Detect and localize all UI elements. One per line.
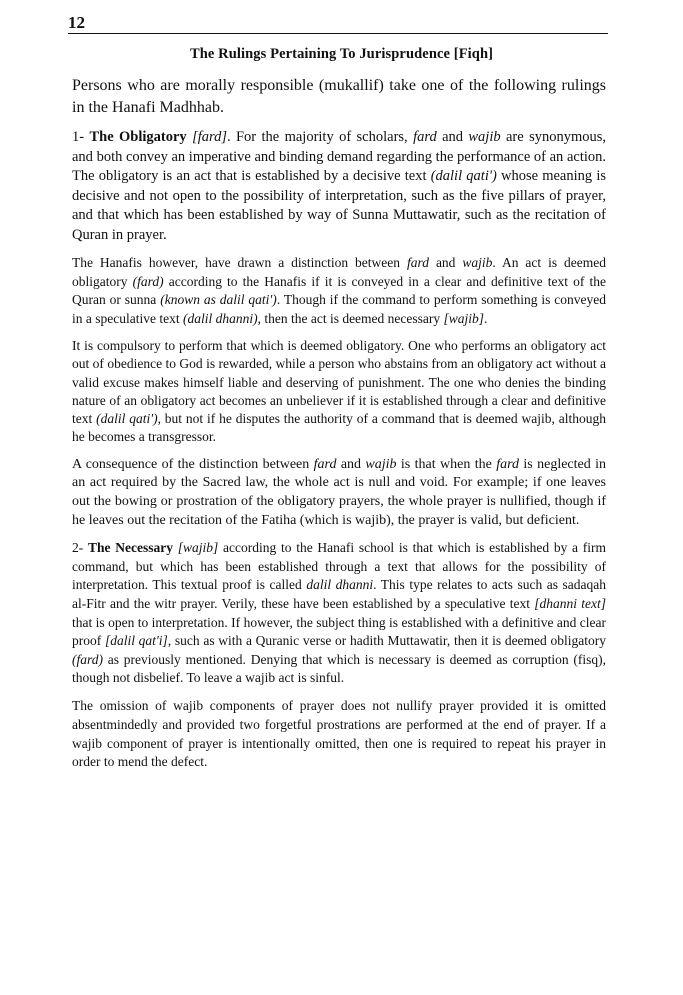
- necessary-paragraph: 2- The Necessary [wajib] according to the Hanafi school is that which is established by a firm command, but which has been established through a text that allows for the possibility of interpretation. This textual proof is called dalil dhanni. This type relates to acts such as sadaqah al-Fitr and the witr prayer. Verily, these have been established by a speculative text [dhanni text] that is open to interpretation. If however, the subject thing is established with a definitive and clear proof [dalil qat'i], such as with a Quranic verse or hadith Muttawatir, then it is deemed obligatory (fard) as previously mentioned. Denying that which is necessary is deemed as corruption (fisq), though not disbelief. To leave a wajib act is sinful.: [72, 540, 607, 686]
- obligatory-paragraph: 1- The Obligatory [fard]. For the majority of scholars, fard and wajib are synonymous, and both convey an imperative and binding demand regarding the performance of an action. The obligatory is an act that is established by a decisive text (dalil qati') whose meaning is decisive and not open to the possibility of interpretation, such as the five pillars of prayer, and that which has been established by way of Sunna Muttawatir, such as the recitation of Quran in prayer.: [72, 129, 607, 243]
- intro-paragraph: Persons who are morally responsible (mukallif) take one of the following rulings in the Hanafi Madhhab.: [72, 77, 606, 116]
- compulsory-paragraph: It is compulsory to perform that which is deemed obligatory. One who performs an obligatory act out of obedience to God is rewarded, while a person who abstains from an obligatory act without a valid excuse makes himself liable and deserving of punishment. The one who denies the binding nature of an obligatory act becomes an unbeliever if it is established through a clear and definitive text (dalil qati'), but not if he disputes the authority of a command that is deemed wajib, although he becomes a transgressor.: [72, 338, 606, 445]
- body-text: [72, 75, 606, 781]
- running-title: The Rulings Pertaining To Jurisprudence [Fiqh]: [189, 46, 494, 62]
- hanafi-distinction-paragraph: The Hanafis however, have drawn a distinction between fard and wajib. An act is deemed obligatory (fard) according to the Hanafis if it is conveyed in a clear and definitive text of the Quran or sunna (known as dalil qati'). Though if the command to perform something is conveyed in a speculative text (dalil dhanni), then the act is deemed necessary [wajib].: [72, 255, 607, 326]
- term-obligatory: The Obligatory: [89, 129, 187, 145]
- omission-paragraph: The omission of wajib components of prayer does not nullify prayer provided it is omitted absentmindedly and provided two forgetful prostrations are performed at the end of prayer. If a wajib component of prayer is intentionally omitted, then one is required to repeat his prayer in order to mend the defect.: [72, 697, 606, 770]
- page-number: 12: [68, 13, 85, 32]
- term-necessary: The Necessary: [88, 540, 173, 556]
- header-rule: [68, 33, 608, 34]
- consequence-paragraph: A consequence of the distinction between fard and wajib is that when the fard is neglected in an act required by the Sacred law, the whole act is null and void. For example; if one leaves out the bowing or prostration of the obligatory prayers, the whole prayer is nullified, though if he leaves out the recitation of the Fatiha (which is wajib), the prayer is valid, but deficient.: [72, 456, 606, 528]
